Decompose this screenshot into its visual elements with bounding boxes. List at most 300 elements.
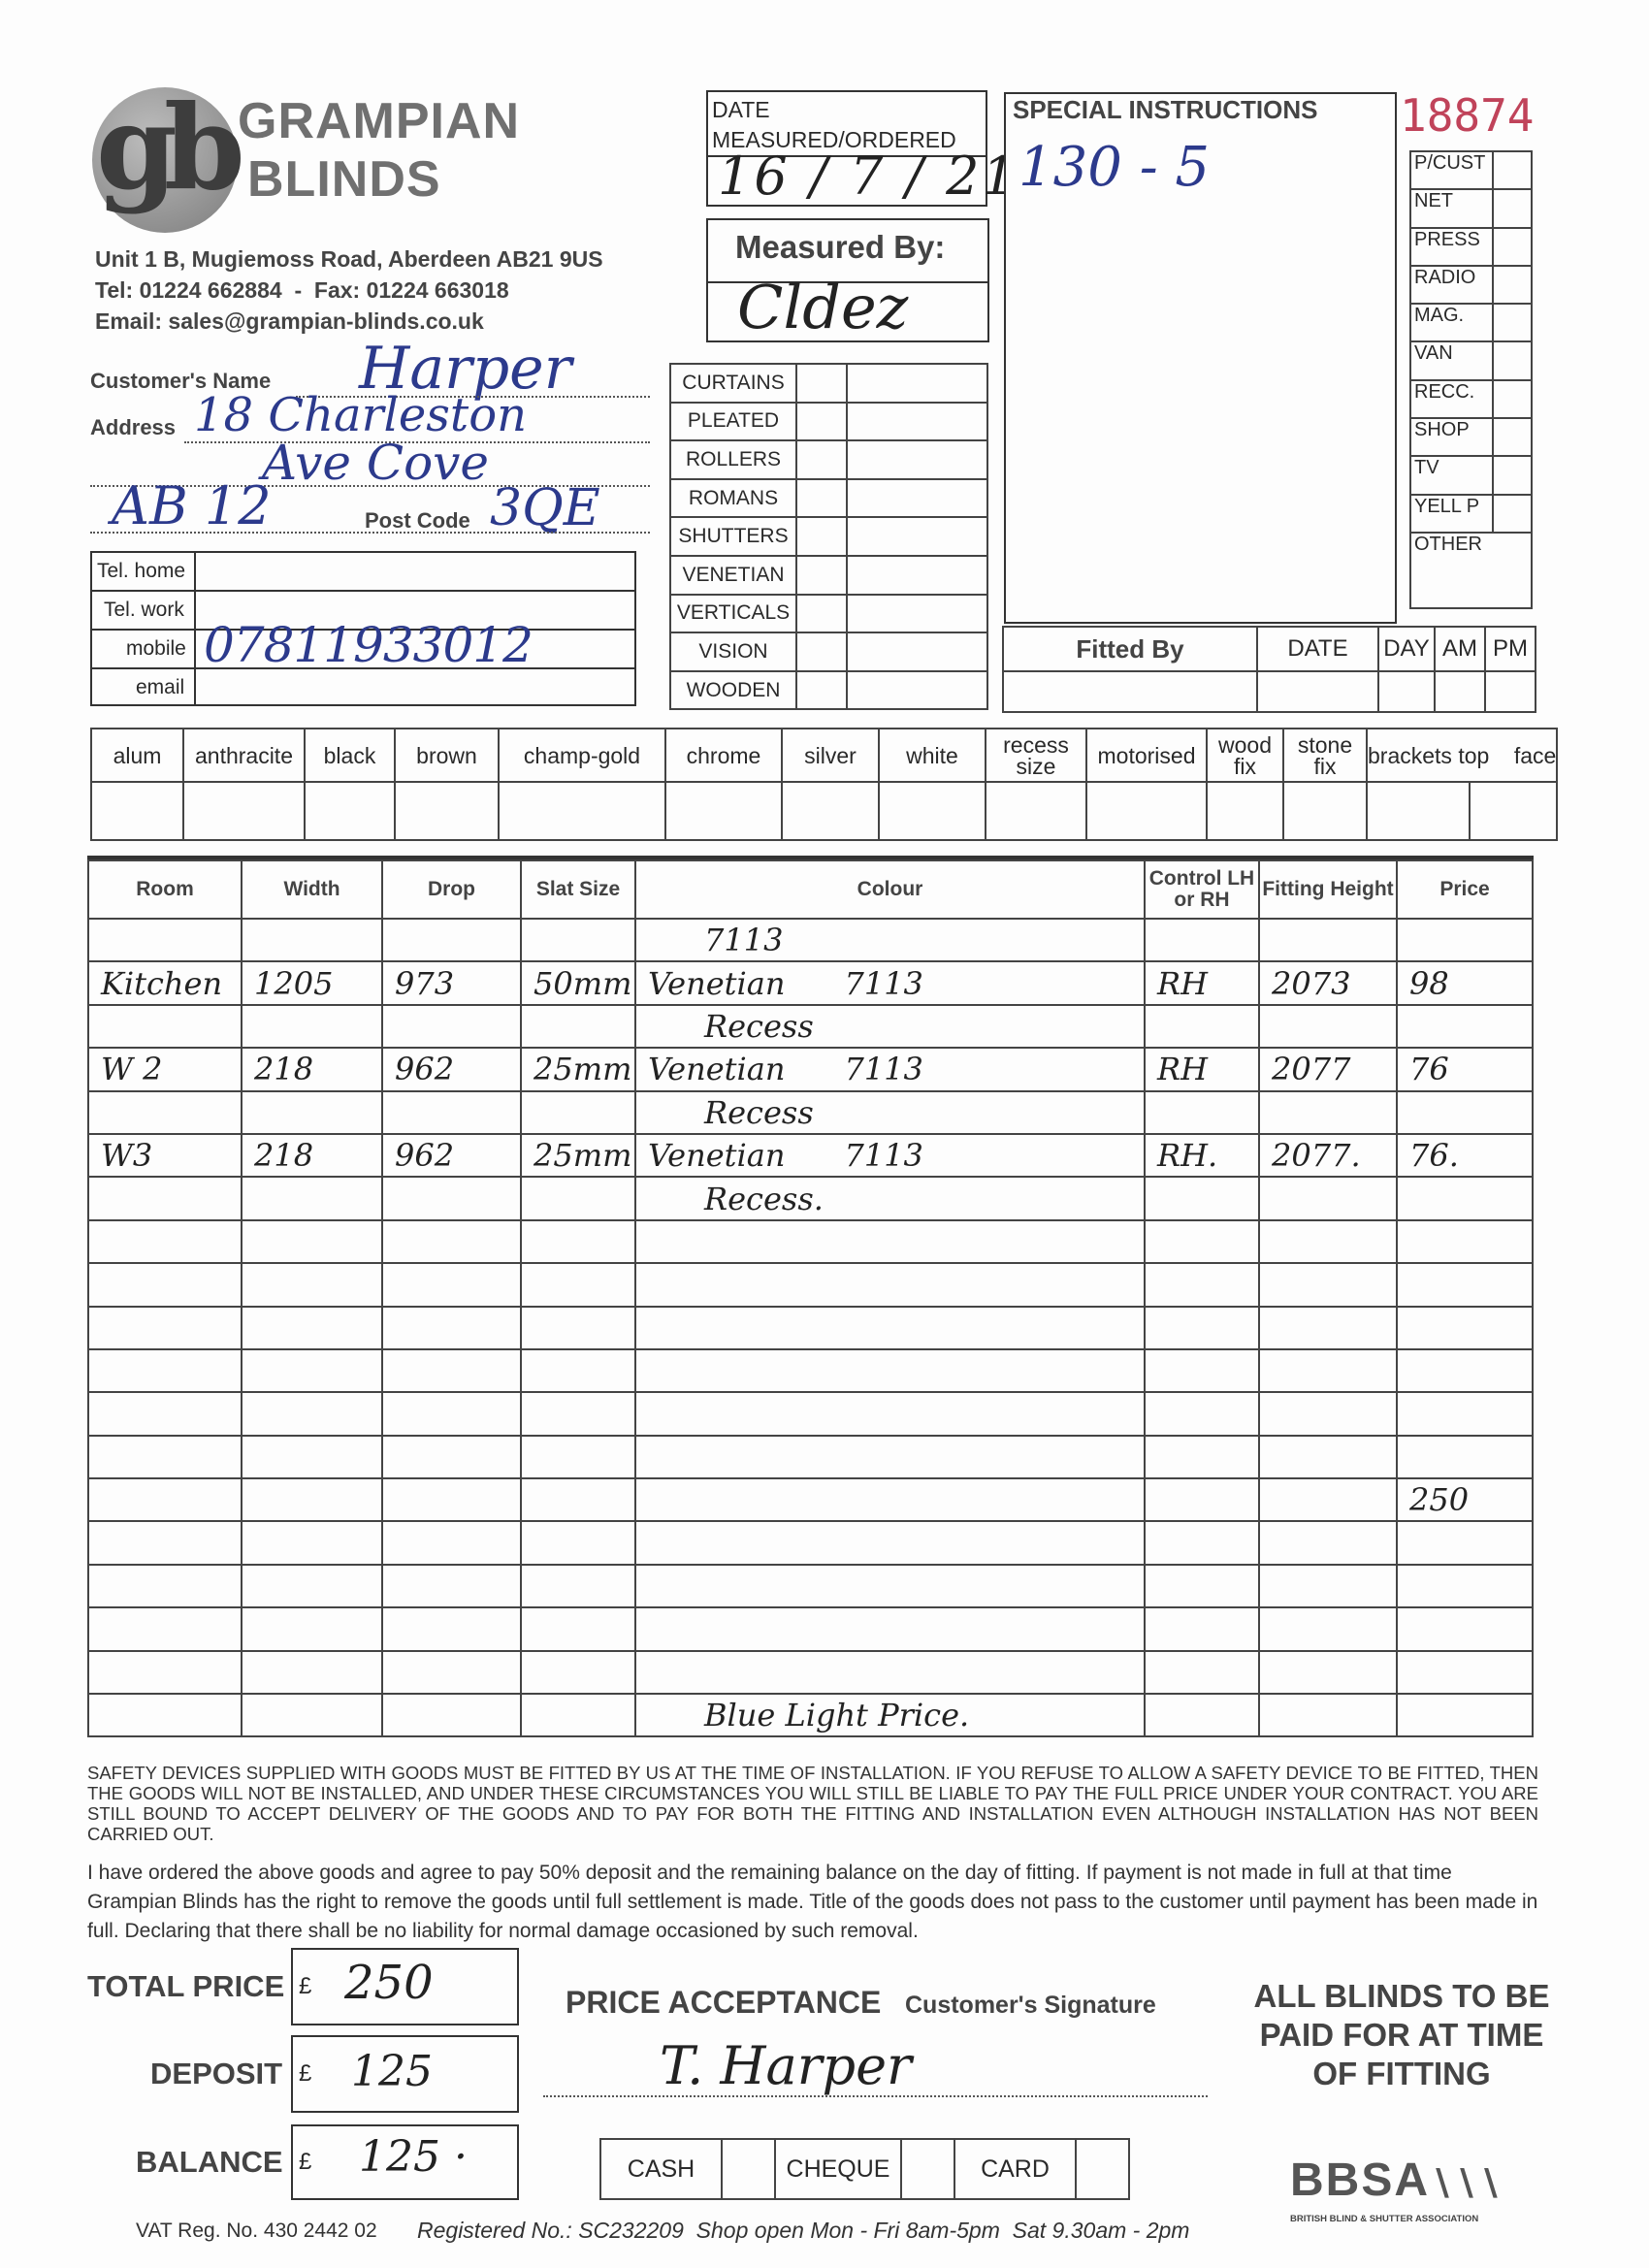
date-label-line1: DATE	[712, 97, 770, 122]
table-cell[interactable]	[382, 1349, 521, 1392]
table-cell[interactable]	[1145, 919, 1259, 961]
table-cell[interactable]	[635, 1607, 1145, 1650]
product-checkbox[interactable]	[796, 632, 847, 671]
table-cell[interactable]: 25mm	[521, 1134, 635, 1177]
table-cell[interactable]	[382, 1565, 521, 1607]
table-cell[interactable]	[521, 1307, 635, 1349]
table-cell[interactable]	[242, 1091, 382, 1134]
source-label: RECC.	[1410, 380, 1493, 418]
table-row	[88, 1091, 1533, 1134]
tel-home-label: Tel. home	[97, 560, 186, 582]
table-cell[interactable]	[242, 1005, 382, 1048]
source-label: YELL P	[1410, 495, 1493, 533]
table-cell[interactable]	[1397, 1091, 1533, 1134]
table-cell[interactable]	[1259, 1607, 1397, 1650]
product-label: CURTAINS	[670, 364, 796, 403]
currency-sign: £	[299, 2149, 312, 2175]
table-cell[interactable]	[1145, 1307, 1259, 1349]
finishes-table	[90, 728, 1558, 841]
product-qty[interactable]	[847, 364, 987, 403]
source-checkbox[interactable]	[1493, 266, 1532, 304]
company-phones: Tel: 01224 662884 - Fax: 01224 663018	[95, 277, 509, 303]
column-header: Price	[1397, 860, 1533, 919]
table-cell[interactable]	[635, 1349, 1145, 1392]
table-cell[interactable]	[1397, 1694, 1533, 1736]
product-checkbox[interactable]	[796, 671, 847, 710]
finish-option: chrome	[665, 729, 782, 782]
finish-option: black	[305, 729, 395, 782]
table-cell[interactable]	[1259, 1263, 1397, 1306]
table-cell[interactable]	[635, 1263, 1145, 1306]
source-label: NET	[1410, 189, 1493, 227]
table-cell[interactable]	[1145, 1607, 1259, 1650]
table-cell[interactable]	[1397, 1607, 1533, 1650]
table-cell[interactable]	[1397, 1307, 1533, 1349]
measured-by-label: Measured By:	[735, 229, 946, 265]
table-cell[interactable]	[88, 1263, 242, 1306]
product-label: PLEATED	[670, 403, 796, 441]
bbsa-logo	[1290, 2154, 1503, 2207]
finish-checkbox[interactable]	[499, 782, 665, 840]
table-cell[interactable]: RH.	[1145, 1134, 1259, 1177]
table-row	[88, 1134, 1533, 1177]
finish-checkbox[interactable]	[395, 782, 499, 840]
table-cell[interactable]: W 2	[88, 1048, 242, 1090]
table-cell[interactable]	[88, 1349, 242, 1392]
finish-checkbox[interactable]	[1283, 782, 1367, 840]
table-cell[interactable]	[1259, 1436, 1397, 1478]
address-line2: Ave Cove	[262, 435, 490, 491]
table-cell[interactable]: Venetian 7113	[635, 1134, 1145, 1177]
source-label: VAN	[1410, 341, 1493, 379]
table-cell[interactable]	[635, 1392, 1145, 1435]
table-cell[interactable]: 76	[1397, 1048, 1533, 1090]
table-cell[interactable]	[1397, 1565, 1533, 1607]
postcode-label: Post Code	[365, 508, 470, 533]
table-cell[interactable]	[1259, 1349, 1397, 1392]
table-cell[interactable]	[1259, 1565, 1397, 1607]
cash-checkbox[interactable]	[722, 2139, 775, 2199]
table-cell[interactable]	[382, 1521, 521, 1564]
product-checkbox[interactable]	[796, 440, 847, 479]
finish-checkbox[interactable]	[305, 782, 395, 840]
finish-checkbox[interactable]	[183, 782, 305, 840]
source-checkbox[interactable]	[1493, 189, 1532, 227]
source-checkbox[interactable]	[1493, 304, 1532, 341]
table-cell[interactable]	[382, 1694, 521, 1736]
table-cell[interactable]	[521, 1436, 635, 1478]
cheque-checkbox[interactable]	[901, 2139, 954, 2199]
table-cell[interactable]	[521, 1263, 635, 1306]
table-cell[interactable]	[1397, 1436, 1533, 1478]
finish-checkbox[interactable]	[782, 782, 879, 840]
table-cell[interactable]	[1397, 1263, 1533, 1306]
table-cell[interactable]: 98	[1397, 961, 1533, 1004]
table-cell[interactable]	[88, 1607, 242, 1650]
table-cell[interactable]: 218	[242, 1134, 382, 1177]
customer-name: Harper	[359, 335, 572, 403]
product-checkbox[interactable]	[796, 595, 847, 633]
table-cell[interactable]	[521, 1177, 635, 1219]
table-cell[interactable]	[521, 1478, 635, 1521]
table-cell[interactable]: Recess.	[635, 1177, 1145, 1219]
table-cell[interactable]	[1397, 1521, 1533, 1564]
table-cell[interactable]	[521, 1565, 635, 1607]
table-cell[interactable]	[242, 1392, 382, 1435]
column-header: Fitting Height	[1259, 860, 1397, 919]
table-cell[interactable]	[1259, 1005, 1397, 1048]
table-row	[88, 919, 1533, 961]
table-row	[88, 1607, 1533, 1650]
table-cell[interactable]: 50mm	[521, 961, 635, 1004]
finish-option: silver	[782, 729, 879, 782]
fitted-by-label: Fitted By	[1003, 627, 1257, 671]
mobile-label: mobile	[126, 637, 186, 660]
product-qty[interactable]	[847, 517, 987, 556]
product-list	[669, 363, 988, 710]
product-qty[interactable]	[847, 440, 987, 479]
source-list	[1409, 150, 1533, 609]
table-cell[interactable]	[382, 1220, 521, 1263]
table-cell[interactable]	[521, 919, 635, 961]
product-checkbox[interactable]	[796, 364, 847, 403]
table-cell[interactable]	[88, 1521, 242, 1564]
table-cell[interactable]	[1259, 1478, 1397, 1521]
product-label: VENETIAN	[670, 556, 796, 595]
address-label: Address	[90, 415, 177, 439]
table-cell[interactable]	[1145, 1177, 1259, 1219]
finish-checkbox[interactable]	[1470, 782, 1557, 840]
table-cell[interactable]	[88, 919, 242, 961]
product-qty[interactable]	[847, 595, 987, 633]
table-cell[interactable]: RH	[1145, 1048, 1259, 1090]
source-checkbox[interactable]	[1493, 456, 1532, 494]
address-line3: AB 12	[112, 475, 272, 536]
special-instructions-value: 130 - 5	[1018, 136, 1211, 199]
table-cell[interactable]	[382, 1478, 521, 1521]
product-checkbox[interactable]	[796, 479, 847, 518]
table-cell[interactable]: 218	[242, 1048, 382, 1090]
table-cell[interactable]	[521, 1521, 635, 1564]
table-row	[88, 1263, 1533, 1306]
table-row	[88, 1048, 1533, 1090]
table-cell[interactable]	[88, 1005, 242, 1048]
product-label: VISION	[670, 632, 796, 671]
source-checkbox[interactable]	[1493, 495, 1532, 533]
table-cell[interactable]	[1259, 1392, 1397, 1435]
total-price-value: 250	[344, 1956, 434, 2010]
source-label: OTHER	[1410, 533, 1532, 608]
table-cell[interactable]: Kitchen	[88, 961, 242, 1004]
bbsa-logo-text: BBSA	[1290, 2155, 1431, 2206]
table-cell[interactable]: 250	[1397, 1478, 1533, 1521]
table-cell[interactable]	[521, 1091, 635, 1134]
table-row	[88, 1307, 1533, 1349]
table-cell[interactable]	[1259, 1694, 1397, 1736]
bbsa-tagline: BRITISH BLIND & SHUTTER ASSOCIATION	[1290, 2214, 1479, 2224]
table-cell[interactable]: 962	[382, 1048, 521, 1090]
table-cell[interactable]: Venetian 7113	[635, 1048, 1145, 1090]
finish-option: champ-gold	[499, 729, 665, 782]
table-row	[88, 1220, 1533, 1263]
customer-name-label: Customer's Name	[90, 369, 272, 393]
address-line1: 18 Charleston	[194, 388, 528, 442]
table-cell[interactable]	[1145, 1436, 1259, 1478]
table-cell[interactable]	[382, 919, 521, 961]
postcode: 3QE	[490, 479, 600, 537]
table-cell[interactable]: 76.	[1397, 1134, 1533, 1177]
table-cell[interactable]	[1145, 1005, 1259, 1048]
product-qty[interactable]	[847, 671, 987, 710]
registered-info: Registered No.: SC232209 Shop open Mon - Fri 8am-5pm Sat 9.30am - 2pm	[417, 2218, 1190, 2243]
table-cell[interactable]: Venetian 7113	[635, 961, 1145, 1004]
product-checkbox[interactable]	[796, 403, 847, 441]
table-cell[interactable]	[242, 1436, 382, 1478]
company-logo	[92, 80, 238, 233]
card-option[interactable]: CARD	[954, 2139, 1076, 2199]
table-row	[88, 1694, 1533, 1736]
finish-option: brackets top face	[1367, 729, 1557, 782]
finish-option: motorised	[1086, 729, 1207, 782]
table-row	[88, 1651, 1533, 1694]
finish-checkbox[interactable]	[1086, 782, 1207, 840]
table-cell[interactable]	[382, 1651, 521, 1694]
source-checkbox[interactable]	[1493, 228, 1532, 266]
table-row	[88, 1005, 1533, 1048]
column-header: Room	[88, 860, 242, 919]
table-cell[interactable]	[242, 1478, 382, 1521]
column-header: Colour	[635, 860, 1145, 919]
order-table	[87, 856, 1534, 1737]
table-cell[interactable]	[382, 1263, 521, 1306]
table-cell[interactable]	[382, 1005, 521, 1048]
table-cell[interactable]	[1145, 1091, 1259, 1134]
source-label: PRESS	[1410, 228, 1493, 266]
table-cell[interactable]	[635, 1521, 1145, 1564]
company-address: Unit 1 B, Mugiemoss Road, Aberdeen AB21 9US	[95, 246, 603, 272]
table-cell[interactable]	[1145, 1220, 1259, 1263]
table-cell[interactable]	[1259, 1521, 1397, 1564]
table-cell[interactable]	[1259, 1177, 1397, 1219]
table-cell[interactable]	[521, 1651, 635, 1694]
table-cell[interactable]	[1259, 1220, 1397, 1263]
table-cell[interactable]	[88, 1651, 242, 1694]
product-label: WOODEN	[670, 671, 796, 710]
table-cell[interactable]: 2077.	[1259, 1134, 1397, 1177]
table-cell[interactable]	[88, 1091, 242, 1134]
table-cell[interactable]	[521, 1220, 635, 1263]
table-cell[interactable]: 25mm	[521, 1048, 635, 1090]
table-row	[88, 1565, 1533, 1607]
table-cell[interactable]: 2073	[1259, 961, 1397, 1004]
product-label: SHUTTERS	[670, 517, 796, 556]
product-checkbox[interactable]	[796, 556, 847, 595]
product-label: ROMANS	[670, 479, 796, 518]
table-cell[interactable]	[1145, 1651, 1259, 1694]
finish-checkbox[interactable]	[91, 782, 183, 840]
logo-letters: gb	[96, 80, 232, 216]
table-cell[interactable]	[88, 1177, 242, 1219]
deposit-terms: I have ordered the above goods and agree to pay 50% deposit and the remaining balance on the day of fitting. If payment is not made in full at that time Grampian Blinds has the right to remove the goods until full settlement is made. Title of the goods does not pass to the customer until payment has been made in full. Declaring that there shall be no liability for normal damage occasioned by such removal.	[87, 1862, 1538, 1942]
table-cell[interactable]	[242, 1651, 382, 1694]
table-cell[interactable]: 973	[382, 961, 521, 1004]
table-cell[interactable]	[382, 1091, 521, 1134]
finish-checkbox[interactable]	[1367, 782, 1470, 840]
table-row	[88, 1349, 1533, 1392]
table-cell[interactable]	[88, 1436, 242, 1478]
table-cell[interactable]	[242, 1307, 382, 1349]
finish-checkbox[interactable]	[1207, 782, 1283, 840]
price-acceptance-subtitle: Customer's Signature	[905, 1992, 1156, 2019]
table-cell[interactable]	[521, 1392, 635, 1435]
table-cell[interactable]	[1397, 1349, 1533, 1392]
cash-option[interactable]: CASH	[600, 2139, 722, 2199]
table-cell[interactable]: 962	[382, 1134, 521, 1177]
table-row	[88, 1177, 1533, 1219]
table-row	[88, 1478, 1533, 1521]
table-cell[interactable]	[635, 1220, 1145, 1263]
table-cell[interactable]	[521, 1005, 635, 1048]
column-header: Control LH or RH	[1145, 860, 1259, 919]
fitted-am-label: AM	[1435, 627, 1485, 671]
table-cell[interactable]	[88, 1694, 242, 1736]
table-cell[interactable]	[382, 1177, 521, 1219]
table-cell[interactable]: 1205	[242, 961, 382, 1004]
finish-checkbox[interactable]	[665, 782, 782, 840]
table-cell[interactable]	[1397, 1220, 1533, 1263]
table-cell[interactable]	[242, 919, 382, 961]
currency-sign: £	[299, 2060, 312, 2087]
table-cell[interactable]	[635, 1307, 1145, 1349]
vat-number: VAT Reg. No. 430 2442 02	[136, 2219, 377, 2242]
table-cell[interactable]	[635, 1436, 1145, 1478]
table-cell[interactable]	[635, 1478, 1145, 1521]
product-checkbox[interactable]	[796, 517, 847, 556]
product-qty[interactable]	[847, 403, 987, 441]
payment-methods	[599, 2138, 1130, 2200]
table-cell[interactable]: Blue Light Price.	[635, 1694, 1145, 1736]
table-cell[interactable]	[521, 1694, 635, 1736]
table-cell[interactable]	[242, 1349, 382, 1392]
source-label: SHOP	[1410, 418, 1493, 456]
table-row	[88, 961, 1533, 1004]
table-cell[interactable]: W3	[88, 1134, 242, 1177]
safety-terms: SAFETY DEVICES SUPPLIED WITH GOODS MUST BE FITTED BY US AT THE TIME OF INSTALLATION. IF YOU REFUSE TO ALLOW A SAFETY DEVICE TO BE FITTED, THEN THE GOODS WILL NOT BE INSTALLED, AND UNDER THESE CIRCUMSTANCES YOU WILL STILL BE LIABLE TO PAY THE FULL PRICE UNDER YOUR CONTRACT. YOU ARE STILL BOUND TO ACCEPT DELIVERY OF THE GOODS AND TO PAY FOR BOTH THE FITTING AND INSTALLATION EVEN ALTHOUGH INSTALLATION HAS NOT BEEN CARRIED OUT.	[87, 1763, 1538, 1844]
source-label: TV	[1410, 456, 1493, 494]
deposit-value: 125	[351, 2047, 433, 2096]
table-row	[88, 1521, 1533, 1564]
bbsa-chevrons-icon: ∖∖∖	[1430, 2163, 1503, 2203]
table-cell[interactable]	[1259, 1307, 1397, 1349]
cheque-option[interactable]: CHEQUE	[775, 2139, 901, 2199]
column-header: Slat Size	[521, 860, 635, 919]
table-cell[interactable]	[88, 1478, 242, 1521]
mobile-value: 07811933012	[204, 617, 533, 673]
source-checkbox[interactable]	[1493, 151, 1532, 189]
finish-checkbox[interactable]	[879, 782, 986, 840]
table-cell[interactable]	[88, 1220, 242, 1263]
table-cell[interactable]	[1259, 1091, 1397, 1134]
table-cell[interactable]	[242, 1263, 382, 1306]
table-cell[interactable]	[521, 1607, 635, 1650]
finish-option: wood fix	[1207, 729, 1283, 782]
table-cell[interactable]: 7113	[635, 919, 1145, 961]
table-cell[interactable]	[382, 1607, 521, 1650]
special-instructions-label: SPECIAL INSTRUCTIONS	[1013, 95, 1318, 124]
finish-option: brown	[395, 729, 499, 782]
source-checkbox[interactable]	[1493, 380, 1532, 418]
table-cell[interactable]	[1259, 919, 1397, 961]
table-cell[interactable]	[242, 1521, 382, 1564]
table-cell[interactable]	[1397, 1177, 1533, 1219]
table-row	[88, 1436, 1533, 1478]
table-cell[interactable]: Recess	[635, 1091, 1145, 1134]
table-cell[interactable]: Recess	[635, 1005, 1145, 1048]
table-cell[interactable]	[88, 1392, 242, 1435]
source-checkbox[interactable]	[1493, 418, 1532, 456]
product-label: ROLLERS	[670, 440, 796, 479]
product-qty[interactable]	[847, 556, 987, 595]
price-acceptance-title: PRICE ACCEPTANCE	[566, 1985, 882, 2020]
table-cell[interactable]	[635, 1565, 1145, 1607]
table-cell[interactable]	[88, 1565, 242, 1607]
table-cell[interactable]	[382, 1436, 521, 1478]
table-cell[interactable]	[88, 1307, 242, 1349]
table-row	[88, 1392, 1533, 1435]
table-cell[interactable]	[1145, 1478, 1259, 1521]
source-checkbox[interactable]	[1493, 341, 1532, 379]
finish-checkbox[interactable]	[986, 782, 1086, 840]
table-cell[interactable]	[242, 1607, 382, 1650]
source-label: MAG.	[1410, 304, 1493, 341]
table-cell[interactable]	[242, 1220, 382, 1263]
table-cell[interactable]	[1145, 1694, 1259, 1736]
card-checkbox[interactable]	[1076, 2139, 1129, 2199]
table-cell[interactable]	[242, 1694, 382, 1736]
source-label: RADIO	[1410, 266, 1493, 304]
product-qty[interactable]	[847, 479, 987, 518]
table-cell[interactable]	[242, 1565, 382, 1607]
order-number: 18874	[1400, 89, 1535, 142]
email-label: email	[136, 676, 185, 698]
table-cell[interactable]	[382, 1392, 521, 1435]
table-cell[interactable]	[1397, 1392, 1533, 1435]
table-cell[interactable]	[1397, 1651, 1533, 1694]
fitted-day-label: DAY	[1378, 627, 1435, 671]
table-cell[interactable]: 2077	[1259, 1048, 1397, 1090]
table-cell[interactable]	[1397, 919, 1533, 961]
table-cell[interactable]	[1145, 1565, 1259, 1607]
table-cell[interactable]	[1145, 1392, 1259, 1435]
customer-signature: T. Harper	[660, 2035, 912, 2096]
table-cell[interactable]	[1397, 1005, 1533, 1048]
total-price-label: TOTAL PRICE	[87, 1969, 285, 2003]
currency-sign: £	[299, 1973, 312, 1999]
finish-option: white	[879, 729, 986, 782]
table-cell[interactable]	[1145, 1521, 1259, 1564]
table-cell[interactable]	[1145, 1263, 1259, 1306]
table-cell[interactable]	[382, 1307, 521, 1349]
table-cell[interactable]	[635, 1651, 1145, 1694]
product-qty[interactable]	[847, 632, 987, 671]
table-cell[interactable]	[242, 1177, 382, 1219]
table-cell[interactable]: RH	[1145, 961, 1259, 1004]
product-label: VERTICALS	[670, 595, 796, 633]
table-cell[interactable]	[1145, 1349, 1259, 1392]
date-value: 16 / 7 / 21	[718, 146, 1018, 207]
table-cell[interactable]	[521, 1349, 635, 1392]
table-cell[interactable]	[1259, 1651, 1397, 1694]
